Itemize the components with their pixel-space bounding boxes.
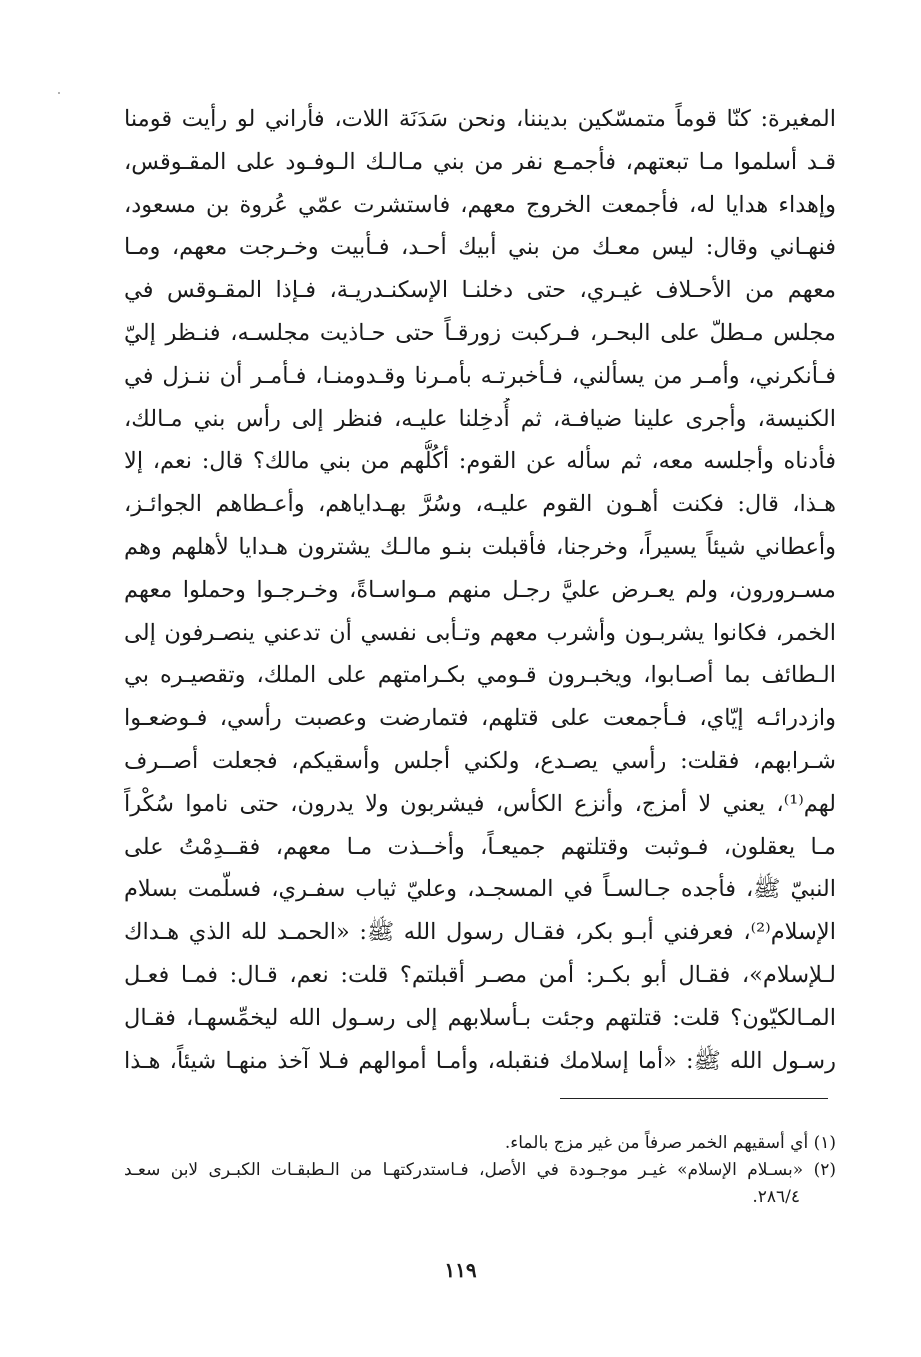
text-line: معهم من الأحـلاف غيـري، حتى دخلنـا الإسكنـدريـة، فـإذا المقـوقس في bbox=[124, 277, 836, 304]
text-line: شـرابهم، فقلت: رأسي يصـدع، ولكني أجلس وأسقيكم، فجعلت أصــرف bbox=[124, 747, 836, 774]
footnote-2-continuation: ٢٨٦/٤. bbox=[752, 1187, 800, 1207]
text-line: وإهداء هدايا له، فأجمعت الخروج معهم، فاستشرت عمّي عُروة بن مسعود، bbox=[124, 191, 836, 218]
text-line: فـأنكرني، وأمـر من يسألني، فـأخبرتـه بأمـرنا وقـدومنـا، فـأمـر أن ننـزل في bbox=[124, 362, 836, 389]
text-line: مجلس مـطلّ على البحـر، فـركبت زورقـاً حتى حـاذيت مجلسـه، فنـظر إليّ bbox=[124, 319, 836, 346]
footnote-separator bbox=[560, 1098, 828, 1099]
text-line: مسـرورون، ولم يعـرض عليَّ رجـل منهم مـواسـاةً، وخـرجـوا وحملوا معهم bbox=[124, 576, 836, 603]
text-line: وازدرائـه إيّاي، فـأجمعت على قتلهم، فتمارضت وعصبت رأسي، فـوضعـوا bbox=[124, 705, 836, 732]
main-text-block bbox=[124, 98, 836, 1082]
text-line: وأعطاني شيئاً يسيراً، وخرجنا، فأقبلت بنـو مالـك يشترون هـدايا لأهلهم وهم bbox=[124, 533, 836, 560]
text-line: هـذا، قال: فكنت أهـون القوم عليـه، وسُرَّ بهـداياهم، وأعـطاهم الجوائـز، bbox=[124, 491, 836, 518]
text-line: لهم⁽¹⁾، يعني لا أمزج، وأنزع الكأس، فيشربون ولا يدرون، حتى ناموا سُكْراً bbox=[124, 790, 836, 817]
text-line: فنهـاني وقال: ليس معـك من بني أبيك أحـد، فـأبيت وخـرجت معهم، ومـا bbox=[124, 234, 836, 261]
footnote-2: (٢) «بسـلام الإسلام» غيـر موجـودة في الأصل، فـاستدركتهـا من الـطبقـات الكبـرى لابن سعـد bbox=[124, 1160, 836, 1180]
footnotes bbox=[124, 1130, 836, 1211]
footnote-1: (١) أي أسقيهم الخمر صرفاً من غير مزج بالماء. bbox=[504, 1133, 836, 1153]
scan-speck bbox=[58, 92, 60, 94]
text-line: رسـول الله ﷺ: «أما إسلامك فنقبله، وأمـا أموالهم فـلا آخذ منهـا شيئاً، هـذا bbox=[124, 1047, 836, 1074]
text-line: قـد أسلموا مـا تبعتهم، فأجمـع نفر من بني مـالـك الـوفـود على المقـوقس، bbox=[124, 148, 836, 175]
text-line: المغيرة: كنّا قوماً متمسّكين بديننا، ونحن سَدَنَة اللات، فأراني لو رأيت قومنا bbox=[124, 106, 836, 132]
text-line: الخمر، فكانوا يشربـون وأشرب معهم وتـأبى نفسي أن تدعني ينصـرفون إلى bbox=[124, 619, 836, 646]
text-line: الإسلام⁽²⁾، فعرفني أبـو بكر، فقـال رسول الله ﷺ: «الحمـد لله الذي هـداك bbox=[124, 919, 836, 946]
text-line: المـالكيّون؟ قلت: قتلتهم وجئت بـأسلابهم إلى رسـول الله ليخمِّسهـا، فقـال bbox=[124, 1004, 836, 1031]
text-line: مـا يعقلون، فـوثبت وقتلتهم جميعـاً، وأخــذت مـا معهم، فقــدِمْتُ على bbox=[124, 833, 836, 860]
text-line: الـطائف بما أصـابوا، ويخبـرون قـومي بكـرامتهم على الملك، وتقصيـره بي bbox=[124, 662, 836, 689]
text-line: الكنيسة، وأجرى علينا ضيافـة، ثم أُدخِلنا عليـه، فنظر إلى رأس بني مـالك، bbox=[124, 405, 836, 432]
text-line: فأدناه وأجلسه معه، ثم سأله عن القوم: أكُلُّهم من بني مالك؟ قال: نعم، إلا bbox=[124, 448, 836, 475]
text-line: لـلإسلام»، فقـال أبو بكـر: أمن مصـر أقبلتم؟ قلت: نعم، قـال: فمـا فعـل bbox=[124, 961, 836, 988]
text-line: النبيّ ﷺ، فأجده جـالسـاً في المسجـد، وعليّ ثياب سفـري، فسلّمت بسلام bbox=[124, 876, 836, 903]
page-number: ١١٩ bbox=[444, 1258, 477, 1282]
